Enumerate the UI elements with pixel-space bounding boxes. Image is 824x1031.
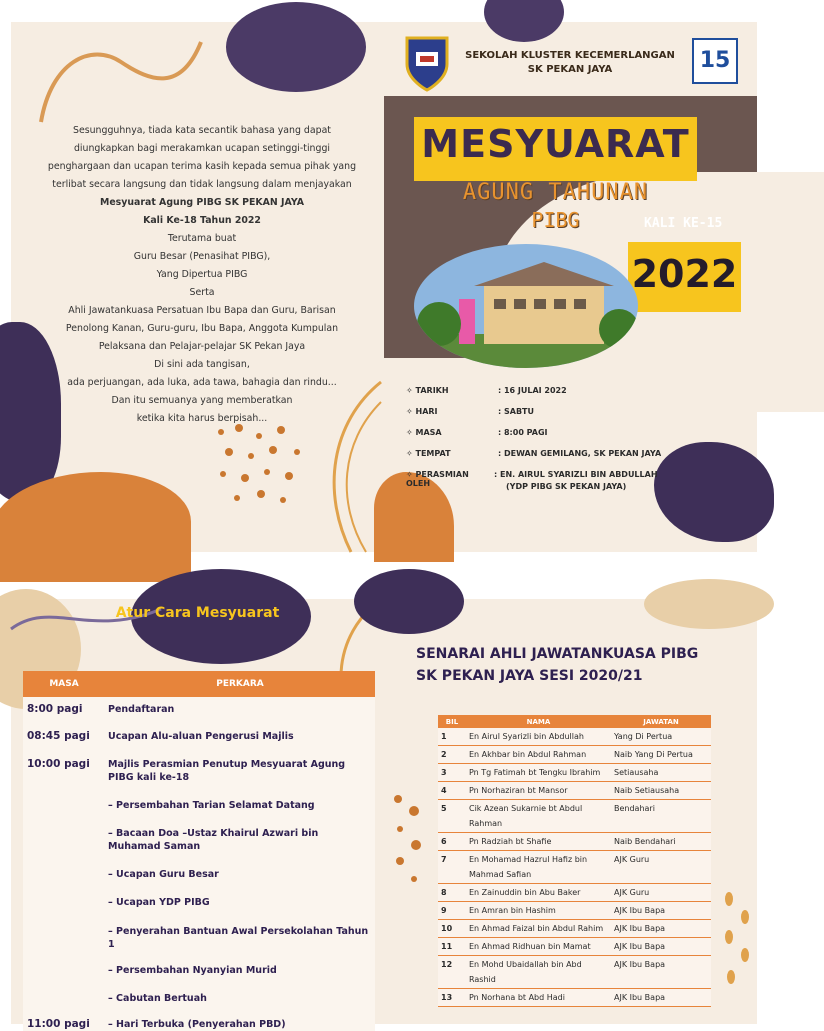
detail-value: : 8:00 PAGI (498, 428, 548, 437)
committee-panel (384, 599, 757, 1024)
text-line: ada perjuangan, ada luka, ada tawa, bahagia dan rindu... (67, 377, 337, 388)
detail-label: ✧ PERASMIAN OLEH (406, 470, 469, 488)
event-details (406, 386, 746, 503)
programme-row: – Ucapan Guru Besar (108, 869, 219, 880)
purple-blob-top (354, 569, 464, 634)
programme-table (23, 671, 375, 1031)
detail-value-extra: (YDP PIBG SK PEKAN JAYA) (506, 482, 627, 491)
title-pibg: PIBG (531, 208, 580, 232)
detail-row (406, 386, 746, 407)
table-row: 7 En Mohamad Hazrul Hafiz bin Mahmad Safian AJK Guru (438, 851, 711, 884)
dots-decoration (211, 422, 321, 512)
purple-blob-top (484, 0, 564, 42)
programme-row: 10:00 pagi Majlis Perasmian Penutup Mesyuarat Agung PIBG kali ke-18 (27, 758, 346, 783)
purple-blob-top (226, 2, 366, 92)
table-row: 11 En Ahmad Ridhuan bin Mamat AJK Ibu Bapa (438, 938, 711, 956)
col-masa: MASA (49, 679, 79, 689)
text-line: Pelaksana dan Pelajar-pelajar SK Pekan Jaya (98, 341, 306, 352)
text-line: diungkapkan bagi merakamkan ucapan setinggi-tinggi (73, 143, 331, 154)
school-line-1: SEKOLAH KLUSTER KECEMERLANGAN (465, 50, 675, 61)
text-line: Dan itu semuanya yang memberatkan (111, 395, 293, 406)
detail-label: ✧ HARI (406, 407, 438, 416)
committee-title-line1: SENARAI AHLI JAWATANKUASA PIBG (416, 646, 699, 662)
table-row: 13 Pn Norhana bt Abd Hadi AJK Ibu Bapa (438, 989, 711, 1007)
text-line: Yang Dipertua PIBG (156, 269, 248, 280)
thank-you-panel (11, 22, 384, 552)
table-row: 10 En Ahmad Faizal bin Abdul Rahim AJK Ibu Bapa (438, 920, 711, 938)
committee-header (438, 715, 711, 728)
orange-blob-bottom (0, 472, 191, 582)
badge-number: 15 (699, 48, 731, 73)
text-line: Guru Besar (Penasihat PIBG), (133, 251, 271, 262)
dots-decoration-right (717, 889, 757, 999)
programme-header (23, 671, 375, 697)
detail-label: ✧ MASA (406, 428, 442, 437)
table-row: 12 En Mohd Ubaidallah bin Abd Rashid AJK Ibu Bapa (438, 956, 711, 989)
programme-title: Atur Cara Mesyuarat (115, 605, 280, 621)
school-line-2: SK PEKAN JAYA (527, 64, 613, 75)
detail-row (406, 407, 746, 428)
anniversary-badge-icon (692, 38, 738, 84)
text-line: ketika kita harus berpisah... (136, 413, 268, 424)
detail-value: : SABTU (498, 407, 534, 416)
school-building-photo (414, 244, 639, 368)
text-line: Serta (189, 287, 215, 298)
table-row: 9 En Amran bin Hashim AJK Ibu Bapa (438, 902, 711, 920)
committee-title-line2: SK PEKAN JAYA SESI 2020/21 (416, 668, 643, 684)
table-row: 4 Pn Norhaziran bt Mansor Naib Setiausaha (438, 782, 711, 800)
detail-label: ✧ TEMPAT (406, 449, 451, 458)
text-line: Sesungguhnya, tiada kata secantik bahasa yang dapat (73, 125, 331, 136)
text-line: Ahli Jawatankuasa Persatuan Ibu Bapa dan Guru, Barisan (68, 305, 336, 316)
year-label: 2022 (631, 252, 738, 296)
title-sub: AGUNG TAHUNAN (462, 180, 649, 205)
title-main: MESYUARAT (421, 122, 690, 166)
programme-row: 8:00 pagi Pendaftaran (27, 703, 175, 715)
col-nama: NAMA (466, 715, 611, 728)
text-line-bold: Mesyuarat Agung PIBG SK PEKAN JAYA (99, 197, 304, 208)
kali-label: KALI KE-15 (644, 216, 723, 231)
committee-table (438, 715, 711, 1007)
detail-label: ✧ TARIKH (406, 386, 449, 395)
detail-value: : EN. AIRUL SYARIZLI BIN ABDULLAH (494, 470, 658, 479)
programme-row: 08:45 pagi Ucapan Alu-aluan Pengerusi Majlis (27, 730, 294, 742)
col-bil: BIL (438, 715, 466, 728)
orange-squiggle-decoration (31, 22, 211, 132)
table-row: 6 Pn Radziah bt Shafie Naib Bendahari (438, 833, 711, 851)
programme-panel (11, 599, 384, 1030)
programme-row: – Cabutan Bertuah (108, 993, 207, 1004)
text-line: penghargaan dan ucapan terima kasih kepada semua pihak yang (47, 161, 357, 172)
table-row: 8 En Zainuddin bin Abu Baker AJK Guru (438, 884, 711, 902)
text-line-bold: Kali Ke-18 Tahun 2022 (143, 215, 261, 226)
table-row: 2 En Akhbar bin Abdul Rahman Naib Yang Di Pertua (438, 746, 711, 764)
dots-decoration-left (388, 789, 428, 899)
committee-title (416, 643, 746, 687)
detail-row (406, 428, 746, 449)
text-line: Penolong Kanan, Guru-guru, Ibu Bapa, Anggota Kumpulan (65, 323, 339, 334)
table-row: 1 En Airul Syarizli bin Abdullah Yang Di Pertua (438, 728, 711, 746)
tan-blob-top (644, 579, 774, 629)
programme-row: – Bacaan Doa –Ustaz Khairul Azwari bin Muhamad Saman (108, 828, 319, 852)
detail-value: : 16 JULAI 2022 (498, 386, 567, 395)
programme-row: – Penyerahan Bantuan Awal Persekolahan Tahun 1 (108, 926, 369, 950)
col-perkara: PERKARA (216, 679, 264, 689)
programme-row: – Ucapan YDP PIBG (108, 897, 210, 908)
detail-row (406, 449, 746, 470)
thank-you-text (37, 122, 367, 428)
text-line: Di sini ada tangisan, (154, 359, 250, 370)
programme-row: – Persembahan Tarian Selamat Datang (108, 800, 315, 811)
text-line: Terutama buat (167, 233, 237, 244)
programme-row: – Persembahan Nyanyian Murid (108, 965, 277, 976)
school-crest-icon (402, 34, 452, 92)
programme-row: 11:00 pagi – Hari Terbuka (Penyerahan PBD) (27, 1018, 286, 1030)
col-jawatan: JAWATAN (611, 715, 711, 728)
table-row: 3 Pn Tg Fatimah bt Tengku Ibrahim Setiausaha (438, 764, 711, 782)
cover-panel (384, 22, 757, 552)
text-line: terlibat secara langsung dan tidak langsung dalam menjayakan (52, 179, 352, 190)
detail-value: : DEWAN GEMILANG, SK PEKAN JAYA (498, 449, 662, 458)
table-row: 5 Cik Azean Sukarnie bt Abdul Rahman Bendahari (438, 800, 711, 833)
